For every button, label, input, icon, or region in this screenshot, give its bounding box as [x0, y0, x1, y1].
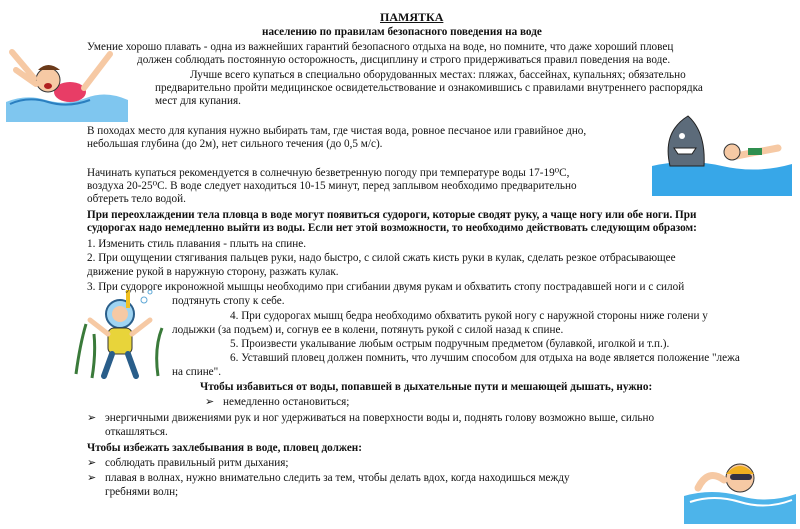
- choking-item-1-text: соблюдать правильный ритм дыхания;: [105, 457, 289, 469]
- water-airways-item-1-text: немедленно остановиться;: [223, 396, 350, 408]
- water-airways-item-2-text: энергичными движениями рук и ног удерживаться на поверхности воды и, поднять голову возможно выше, сильно: [105, 412, 655, 424]
- step-1: 1. Изменить стиль плавания - плыть на спине.: [87, 238, 307, 250]
- cramps-heading-line-1: При переохлаждении тела пловца в воде могут появиться судороги, которые сводят руку, а чаще ногу или обе ноги. При: [87, 209, 697, 221]
- places-line-3: мест для купания.: [155, 95, 241, 107]
- hiking-line-1: В походах место для купания нужно выбирать там, где чистая вода, ровное песчаное или гравийное дно,: [87, 125, 587, 137]
- weather-line-1: Начинать купаться рекомендуется в солнечную безветренную погоду при температуре воды 17-19⁰С,: [87, 167, 570, 179]
- weather-line-2: воздуха 20-25⁰С. В воде следует находиться 10-15 минут, перед заплывом необходимо предварительно: [87, 180, 577, 192]
- bullet-arrow-icon: ➢: [205, 396, 215, 408]
- intro-line-1: Умение хорошо плавать - одна из важнейших гарантий безопасного отдыха на воде, но помните, что даже хороший пловец: [87, 41, 674, 53]
- bullet-arrow-icon: ➢: [87, 412, 97, 424]
- choking-item-1: [87, 457, 288, 471]
- choking-item-2-line-2: гребнями волн;: [105, 486, 179, 498]
- shark-swimmer-illustration: [652, 112, 792, 196]
- swimmer-illustration: [684, 452, 796, 524]
- water-airways-item-2-line-2: откашляться.: [105, 426, 168, 438]
- intro-line-2: должен соблюдать постоянную осторожность, дисциплину и строго придерживаться правил поведения на воде.: [137, 54, 671, 66]
- step-4-line-2: лодыжки (за подъем) и, согнув ее в колени, потянуть рукой с силой назад к спине.: [172, 324, 564, 336]
- cramps-heading-line-2: судорогах надо немедленно выйти из воды. Если нет этой возможности, то необходимо действовать следующим образом:: [87, 222, 697, 234]
- choking-item-2: [87, 472, 570, 486]
- water-airways-item-2: [87, 412, 654, 426]
- hiking-line-2: небольшая глубина (до 2м), нет сильного течения (до 0,5 м/с).: [87, 138, 383, 150]
- water-airways-heading: Чтобы избавиться от воды, попавшей в дыхательные пути и мешающей дышать, нужно:: [200, 381, 653, 393]
- step-5: 5. Произвести укалывание любым острым подручным предметом (булавкой, иголкой и т.п.).: [230, 338, 670, 350]
- step-3-line-2: подтянуть стопу к себе.: [172, 295, 285, 307]
- step-3-line-1: 3. При судороге икроножной мышцы необходимо при сгибании двумя рукам и обхватить стопу пострадавшей ноги и с силой: [87, 281, 685, 293]
- page-title: ПАМЯТКА: [380, 10, 444, 24]
- choking-item-2-text: плавая в волнах, нужно внимательно следить за тем, чтобы делать вдох, когда находишься между: [105, 472, 570, 484]
- step-2-line-1: 2. При ощущении стягивания пальцев руки, надо быстро, с силой сжать кисть руки в кулак, сделать резкое отбрасывающее: [87, 252, 676, 264]
- step-6-line-2: на спине".: [172, 366, 222, 378]
- step-2-line-2: движение рукой в наружную сторону, разжать кулак.: [87, 266, 339, 278]
- page-subtitle: населению по правилам безопасного поведения на воде: [262, 26, 542, 38]
- step-6-line-1: 6. Уставший пловец должен помнить, что лучшим способом для отдыха на воде является положение "лежа: [230, 352, 740, 364]
- places-line-2: предварительно пройти медицинское освидетельствование и ознакомившись с правилами внутреннего распорядка: [155, 82, 703, 94]
- choking-heading: Чтобы избежать захлебывания в воде, пловец должен:: [87, 442, 362, 454]
- step-4-line-1: 4. При судорогах мышц бедра необходимо обхватить рукой ногу с наружной стороны ниже голени у: [230, 310, 708, 322]
- places-line-1: Лучше всего купаться в специально оборудованных местах: пляжах, бассейнах, купальнях; обязательно: [190, 69, 686, 81]
- diver-illustration: [66, 284, 174, 384]
- weather-line-3: обтереть тело водой.: [87, 193, 186, 205]
- water-airways-item-1: [205, 396, 349, 410]
- bullet-arrow-icon: ➢: [87, 472, 97, 484]
- bullet-arrow-icon: ➢: [87, 457, 97, 469]
